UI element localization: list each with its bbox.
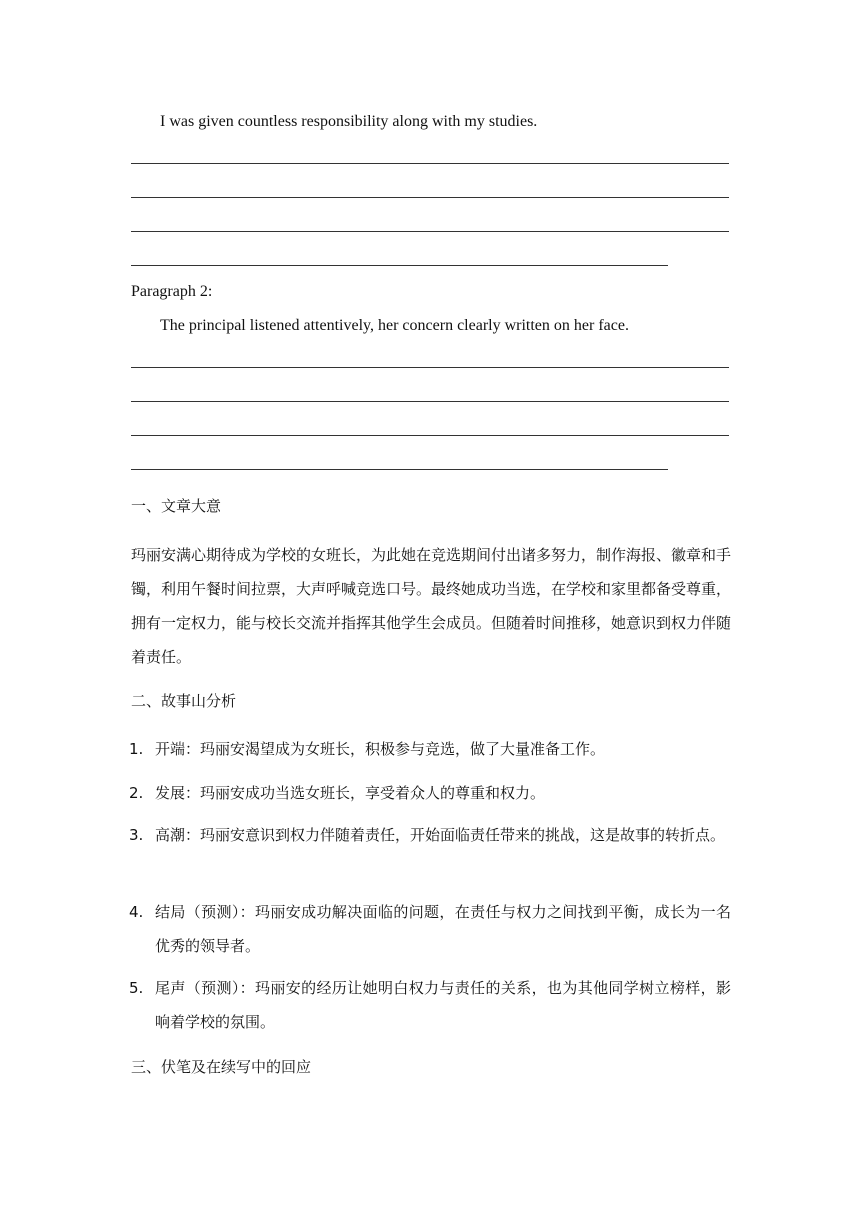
list-item-text: 尾声（预测）：玛丽安的经历让她明白权力与责任的关系，也为其他同学树立榜样，影响着学校的氛围。	[155, 979, 731, 1031]
list-item-number: 3.	[129, 826, 144, 844]
list-item-number: 4.	[129, 903, 144, 921]
paragraph2-opening-sentence: The principal listened attentively, her concern clearly written on her face.	[160, 317, 629, 334]
writing-line	[131, 265, 668, 266]
writing-line	[131, 469, 668, 470]
list-item	[129, 732, 731, 766]
list-item-number: 5.	[129, 979, 144, 997]
writing-line	[131, 163, 729, 164]
section1-body: 玛丽安满心期待成为学校的女班长，为此她在竞选期间付出诸多努力，制作海报、徽章和手镯，利用午餐时间拉票，大声呼喊竞选口号。最终她成功当选，在学校和家里都备受尊重，拥有一定权力，能与校长交流并指挥其他学生会成员。但随着时间推移，她意识到权力伴随着责任。	[131, 546, 732, 666]
list-item-text: 结局（预测）：玛丽安成功解决面临的问题，在责任与权力之间找到平衡，成长为一名优秀的领导者。	[155, 903, 731, 955]
writing-line	[131, 435, 729, 436]
writing-line	[131, 231, 729, 232]
writing-line	[131, 367, 729, 368]
section1-heading: 一、文章大意	[131, 497, 222, 515]
section2-heading: 二、故事山分析	[131, 692, 237, 710]
list-item-text: 高潮：玛丽安意识到权力伴随着责任，开始面临责任带来的挑战，这是故事的转折点。	[155, 826, 726, 844]
writing-line	[131, 401, 729, 402]
list-item-number: 1.	[129, 740, 144, 758]
list-item	[129, 776, 731, 810]
paragraph1-opening-sentence: I was given countless responsibility along with my studies.	[160, 113, 538, 130]
list-item	[129, 895, 731, 963]
list-item-number: 2.	[129, 784, 144, 802]
list-item	[129, 818, 731, 852]
paragraph2-label: Paragraph 2:	[131, 283, 213, 300]
list-item	[129, 971, 731, 1039]
list-item-text: 开端：玛丽安渴望成为女班长，积极参与竞选，做了大量准备工作。	[155, 740, 606, 758]
section3-heading: 三、伏笔及在续写中的回应	[131, 1058, 312, 1076]
writing-line	[131, 197, 729, 198]
list-item-text: 发展：玛丽安成功当选女班长，享受着众人的尊重和权力。	[155, 784, 546, 802]
